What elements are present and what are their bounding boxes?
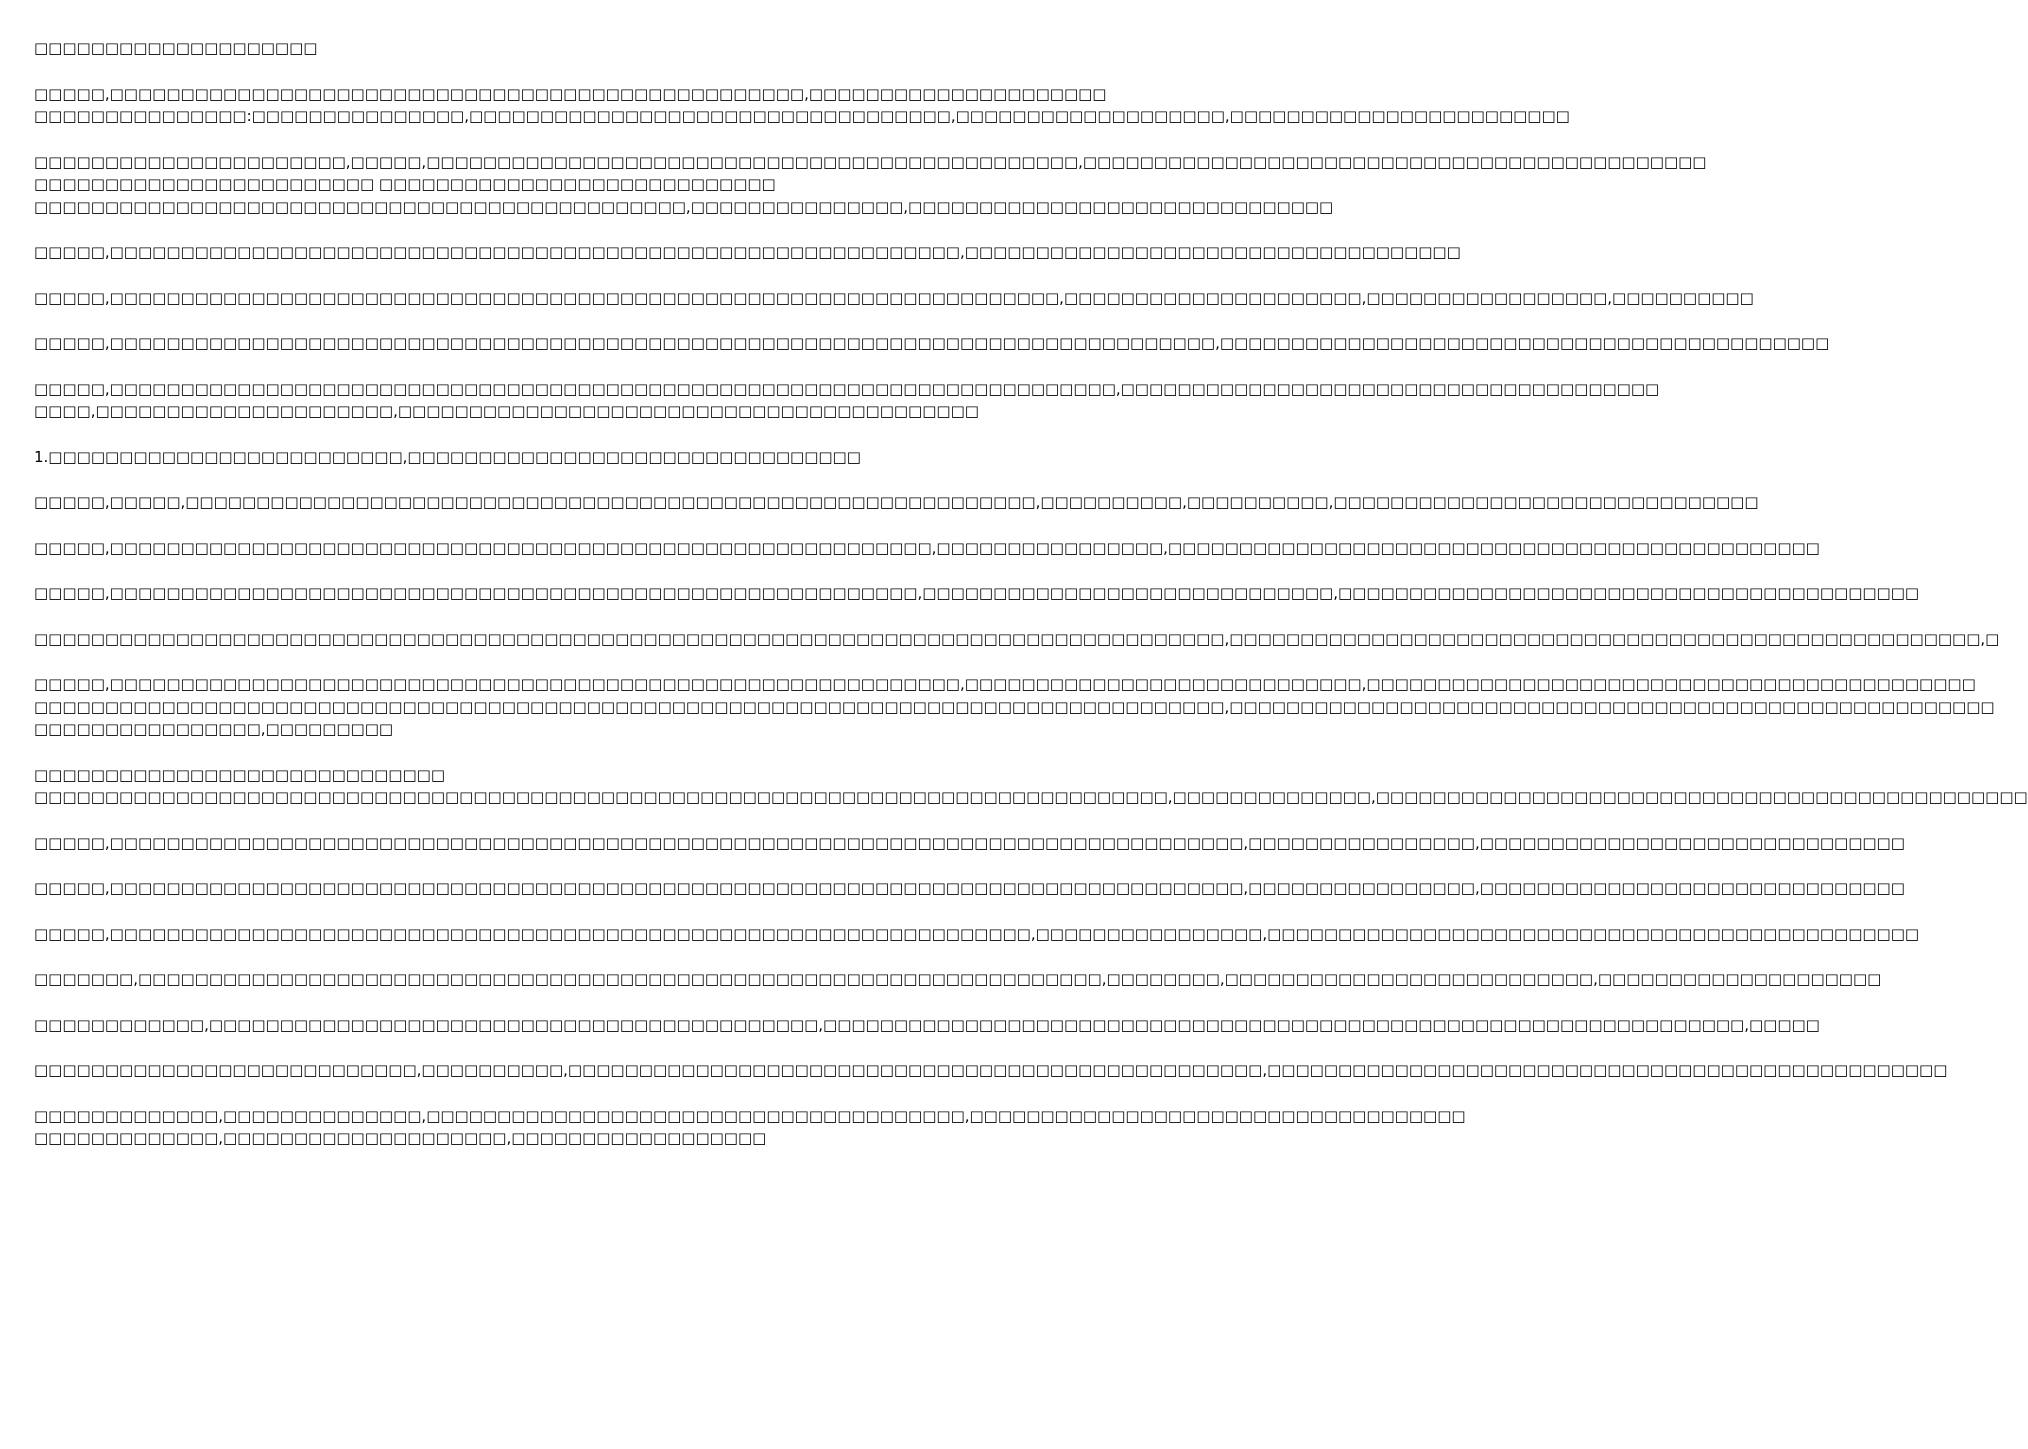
paragraph	[34, 537, 1820, 560]
paragraph	[34, 151, 1707, 219]
text-line: □□□□□,□□□□□□□□□□□□□□□□□□□□□□□□□□□□□□□□□□□□□□□□□□□□□□□□□□□□□□□□□□□□□□□□□□□□□□□□□□□□□□□□,□□□□□□□□□□□□□□□□,□□□□□□□□□□□□□□□□□□□□□□□□□□□□□□	[34, 833, 1905, 852]
text-line: □□□□□,□□□□□□□□□□□□□□□□□□□□□□□□□□□□□□□□□□□□□□□□□□□□□□□□□,□□□□□□□□□□□□□□□□□□□□□	[34, 84, 1107, 103]
paragraph	[34, 764, 2028, 809]
text-line: □□□□□□□□□□□□□□□□□□□□□□,□□□□□,□□□□□□□□□□□□□□□□□□□□□□□□□□□□□□□□□□□□□□□□□□□□□□,□□□□□□□□□□□□□□□□□□□□□□□□□□□□□□□□□□□□□□□□□□□□	[34, 152, 1707, 171]
paragraph	[34, 877, 1905, 900]
paragraph	[34, 241, 1461, 264]
paragraph-title	[34, 37, 990, 60]
text-line: □□□□□□□□□□□□□□□□□□□□□□□□ □□□□□□□□□□□□□□□□□□□□□□□□□□□□	[34, 175, 776, 193]
paragraph	[34, 628, 2000, 651]
text-line: □□□□□□□□□□□□□,□□□□□□□□□□□□□□,□□□□□□□□□□□□□□□□□□□□□□□□□□□□□□□□□□□□□□,□□□□□□□□□□□□□□□□□□□□□□□□□□□□□□□□□□□	[34, 1106, 1466, 1125]
text-line: □□□□□□□□□□□□□□□□□□□□□□□□□□□□□□□□□□□□□□□□□□□□□□,□□□□□□□□□□□□□□□,□□□□□□□□□□□□□□□□□□□□□□□□□□□□□□	[34, 197, 1334, 216]
paragraph	[34, 1105, 1466, 1150]
paragraph	[34, 491, 1759, 514]
text-line: □□□□□□□,□□□□□□□□□□□□□□□□□□□□□□□□□□□□□□□□□□□□□□□□□□□□□□□□□□□□□□□□□□□□□□□□□□□□,□□□□□□□□,□□□□□□□□□□□□□□□□□□□□□□□□□□,□□□□□□□□□□□□□□□□□□□□	[34, 970, 1882, 988]
paragraph	[34, 1059, 1948, 1082]
text-line: □□□□□,□□□□□□□□□□□□□□□□□□□□□□□□□□□□□□□□□□□□□□□□□□□□□□□□□□□□□□□□□□,□□□□□□□□□□□□□□□□,□□□□□□□□□□□□□□□□□□□□□□□□□□□□□□□□□□□□□□□□□□□□□□	[34, 538, 1820, 557]
paragraph	[34, 1014, 1820, 1037]
paragraph	[34, 582, 1920, 605]
text-line: □□□□□,□□□□□,□□□□□□□□□□□□□□□□□□□□□□□□□□□□□□□□□□□□□□□□□□□□□□□□□□□□□□□□□□□□,□□□□□□□□□□,□□□□□□□□□□,□□□□□□□□□□□□□□□□□□□□□□□□□□□□□□	[34, 493, 1759, 511]
text-line: □□□□□,□□□□□□□□□□□□□□□□□□□□□□□□□□□□□□□□□□□□□□□□□□□□□□□□□□□□□□□□□□□□□□□□□□□□□□□,□□□□□□□□□□□□□□□□□□□□□□□□□□□□□□□□□□□□□□	[34, 379, 1660, 398]
text-line: □□□□□□□□□□□□□□□□□□□□	[34, 39, 318, 57]
text-line: □□□□□□□□□□□□□,□□□□□□□□□□□□□□□□□□□□,□□□□□□□□□□□□□□□□□□	[34, 1129, 767, 1147]
text-line: □□□□,□□□□□□□□□□□□□□□□□□□□□,□□□□□□□□□□□□□□□□□□□□□□□□□□□□□□□□□□□□□□□□□	[34, 402, 979, 420]
text-line: □□□□□□□□□□□□□□□□□□□□□□□□□□□□□	[34, 765, 445, 784]
text-line: □□□□□□□□□□□□,□□□□□□□□□□□□□□□□□□□□□□□□□□□□□□□□□□□□□□□□□□□,□□□□□□□□□□□□□□□□□□□□□□□□□□□□□□□□□□□□□□□□□□□□□□□□□□□□□□□□□□□□□□□□□,□□□□□	[34, 1015, 1820, 1034]
text-line: □□□□□□□□□□□□□□□□□□□□□□□□□□□□□□□□□□□□□□□□□□□□□□□□□□□□□□□□□□□□□□□□□□□□□□□□□□□□□□□□□□□□,□□□□□□□□□□□□□□□□□□□□□□□□□□□□□□□□□□□□□□□□□□□□□□□□□□□□□□	[34, 697, 1995, 716]
text-line: 1.□□□□□□□□□□□□□□□□□□□□□□□□□,□□□□□□□□□□□□□□□□□□□□□□□□□□□□□□□□	[34, 447, 861, 466]
paragraph-numbered-heading	[34, 446, 990, 469]
text-line: □□□□□,□□□□□□□□□□□□□□□□□□□□□□□□□□□□□□□□□□□□□□□□□□□□□□□□□□□□□□□□□□□□,□□□□□□□□□□□□□□□□□□□□□□□□□□□□□□□□□□□	[34, 243, 1461, 261]
text-line: □□□□□,□□□□□□□□□□□□□□□□□□□□□□□□□□□□□□□□□□□□□□□□□□□□□□□□□□□□□□□□□,□□□□□□□□□□□□□□□□□□□□□□□□□□□□□,□□□□□□□□□□□□□□□□□□□□□□□□□□□□□□□□□□□□□□□□□	[34, 584, 1920, 602]
paragraph	[34, 832, 1905, 855]
text-line: □□□□□□□□□□□□□□□□□□□□□□□□□□□□□□□□□□□□□□□□□□□□□□□□□□□□□□□□□□□□□□□□□□□□□□□□□□□□□□□□,□□□□□□□□□□□□□□,□□□□□□□□□□□□□□□□□□□□□□□□□□□□□□□□□□□□□□□□□□□□□□	[34, 788, 2028, 806]
paragraph	[34, 287, 1754, 310]
text-line: □□□□□□□□□□□□□□□□□□□□□□□□□□□□□□□□□□□□□□□□□□□□□□□□□□□□□□□□□□□□□□□□□□□□□□□□□□□□□□□□□□□□,□□□□□□□□□□□□□□□□□□□□□□□□□□□□□□□□□□□□□□□□□□□□□□□□□□□□□,□	[34, 629, 2000, 648]
paragraph	[34, 332, 1830, 355]
text-line: □□□□□,□□□□□□□□□□□□□□□□□□□□□□□□□□□□□□□□□□□□□□□□□□□□□□□□□□□□□□□□□□□□□□□□□□□□□□□□□□□□□□,□□□□□□□□□□□□□□□□□□□□□□□□□□□□□□□□□□□□□□□□□□□	[34, 334, 1830, 352]
paragraph	[34, 378, 1660, 423]
text-line: □□□□□,□□□□□□□□□□□□□□□□□□□□□□□□□□□□□□□□□□□□□□□□□□□□□□□□□□□□□□□□□□□□,□□□□□□□□□□□□□□□□□□□□□□□□□□□□,□□□□□□□□□□□□□□□□□□□□□□□□□□□□□□□□□□□□□□□□□□□	[34, 675, 1976, 693]
text-line: □□□□□,□□□□□□□□□□□□□□□□□□□□□□□□□□□□□□□□□□□□□□□□□□□□□□□□□□□□□□□□□□□□□□□□□□□□□□□□□□□□□□□□,□□□□□□□□□□□□□□□□,□□□□□□□□□□□□□□□□□□□□□□□□□□□□□□	[34, 879, 1905, 897]
paragraph	[34, 83, 1570, 128]
text-line: □□□□□□□□□□□□□□□□,□□□□□□□□□	[34, 720, 394, 738]
text-line: □□□□□□□□□□□□□□□:□□□□□□□□□□□□□□□,□□□□□□□□□□□□□□□□□□□□□□□□□□□□□□□□□□,□□□□□□□□□□□□□□□□□□□,□□□□□□□□□□□□□□□□□□□□□□□□	[34, 107, 1570, 125]
document-page	[34, 37, 2028, 1173]
paragraph	[34, 968, 1882, 991]
text-line: □□□□□,□□□□□□□□□□□□□□□□□□□□□□□□□□□□□□□□□□□□□□□□□□□□□□□□□□□□□□□□□□□□□□□□□,□□□□□□□□□□□□□□□□,□□□□□□□□□□□□□□□□□□□□□□□□□□□□□□□□□□□□□□□□□□□□□□	[34, 924, 1920, 943]
paragraph	[34, 673, 1995, 741]
text-line: □□□□□□□□□□□□□□□□□□□□□□□□□□□,□□□□□□□□□□,□□□□□□□□□□□□□□□□□□□□□□□□□□□□□□□□□□□□□□□□□□□□□□□□□,□□□□□□□□□□□□□□□□□□□□□□□□□□□□□□□□□□□□□□□□□□□□□□□□	[34, 1061, 1948, 1079]
text-line: □□□□□,□□□□□□□□□□□□□□□□□□□□□□□□□□□□□□□□□□□□□□□□□□□□□□□□□□□□□□□□□□□□□□□□□□□,□□□□□□□□□□□□□□□□□□□□□,□□□□□□□□□□□□□□□□□,□□□□□□□□□□	[34, 288, 1754, 307]
paragraph	[34, 923, 1920, 946]
